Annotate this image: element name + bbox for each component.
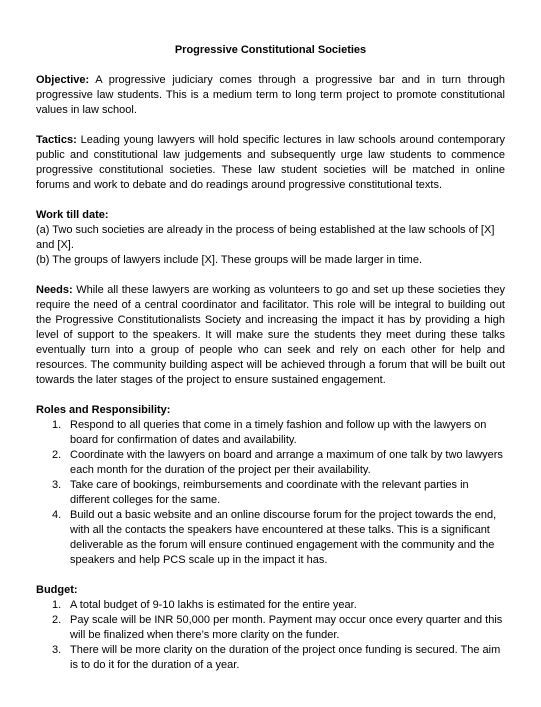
roles-heading: Roles and Responsibility: (36, 404, 171, 416)
list-item-text: A total budget of 9-10 lakhs is estimated for the entire year. (70, 599, 357, 611)
list-item (36, 613, 505, 643)
list-item (36, 448, 505, 478)
list-item-number: 4. (52, 509, 62, 521)
tactics-label: Tactics: (36, 134, 77, 146)
budget-list (36, 598, 505, 673)
list-item (36, 418, 505, 448)
budget-section (36, 583, 505, 673)
list-item-number: 1. (52, 599, 62, 611)
list-item-number: 3. (52, 479, 62, 491)
list-item (36, 598, 505, 613)
work-item-a: (a) Two such societies are already in the process of being established at the law schools of [X] and [X]. (36, 224, 495, 251)
roles-section (36, 403, 505, 568)
work-item-b: (b) The groups of lawyers include [X]. These groups will be made larger in time. (36, 254, 422, 266)
needs-text: While all these lawyers are working as volunteers to go and set up these societies they require the need of a central coordinator and facilitator. This role will be integral to building out the Progressive Constitutionalists Society and increasing the impact it has by providing a high level of support to the speakers. It will make sure the students they meet during these talks eventually turn into a group of people who can seek and rely on each other for help and resources. The community building aspect will be achieved through a forum that will be built out towards the later stages of the project to ensure sustained engagement. (36, 284, 505, 386)
tactics-section (36, 133, 505, 193)
list-item-text: Coordinate with the lawyers on board and arrange a maximum of one talk by two lawyers each month for the duration of the project per their availability. (70, 449, 503, 476)
list-item (36, 478, 505, 508)
budget-heading: Budget: (36, 584, 78, 596)
objective-text: A progressive judiciary comes through a progressive bar and in turn through progressive law students. This is a medium term to long term project to promote constitutional values in law school. (36, 74, 505, 116)
list-item-text: Build out a basic website and an online discourse forum for the project towards the end, with all the contacts the speakers have encountered at these talks. This is a significant deliverable as the forum will ensure continued engagement with the community and the speakers and help PCS scale up in the impact it has. (70, 509, 497, 566)
list-item-text: Pay scale will be INR 50,000 per month. Payment may occur once every quarter and this will be finalized when there’s more clarity on the funder. (70, 614, 503, 641)
list-item-number: 1. (52, 419, 62, 431)
list-item-number: 2. (52, 449, 62, 461)
work-till-date-heading: Work till date: (36, 209, 109, 221)
list-item-text: There will be more clarity on the duration of the project once funding is secured. The aim is to do it for the duration of a year. (70, 644, 501, 671)
document-title: Progressive Constitutional Societies (174, 44, 367, 56)
list-item-text: Respond to all queries that come in a timely fashion and follow up with the lawyers on board for confirmation of dates and availability. (70, 419, 487, 446)
list-item (36, 508, 505, 568)
list-item-number: 3. (52, 644, 62, 656)
roles-list (36, 418, 505, 568)
objective-label: Objective: (36, 74, 90, 86)
needs-section (36, 283, 505, 388)
list-item (36, 643, 505, 673)
tactics-text: Leading young lawyers will hold specific lectures in law schools around contemporary public and constitutional law judgements and subsequently urge law students to commence progressive constitutional societies. These law student societies will be matched in online forums and work to debate and do readings around progressive constitutional texts. (36, 134, 505, 191)
list-item-number: 2. (52, 614, 62, 626)
work-till-date-section (36, 208, 505, 268)
objective-section (36, 73, 505, 118)
list-item-text: Take care of bookings, reimbursements and coordinate with the relevant parties in different colleges for the same. (70, 479, 469, 506)
needs-label: Needs: (36, 284, 73, 296)
